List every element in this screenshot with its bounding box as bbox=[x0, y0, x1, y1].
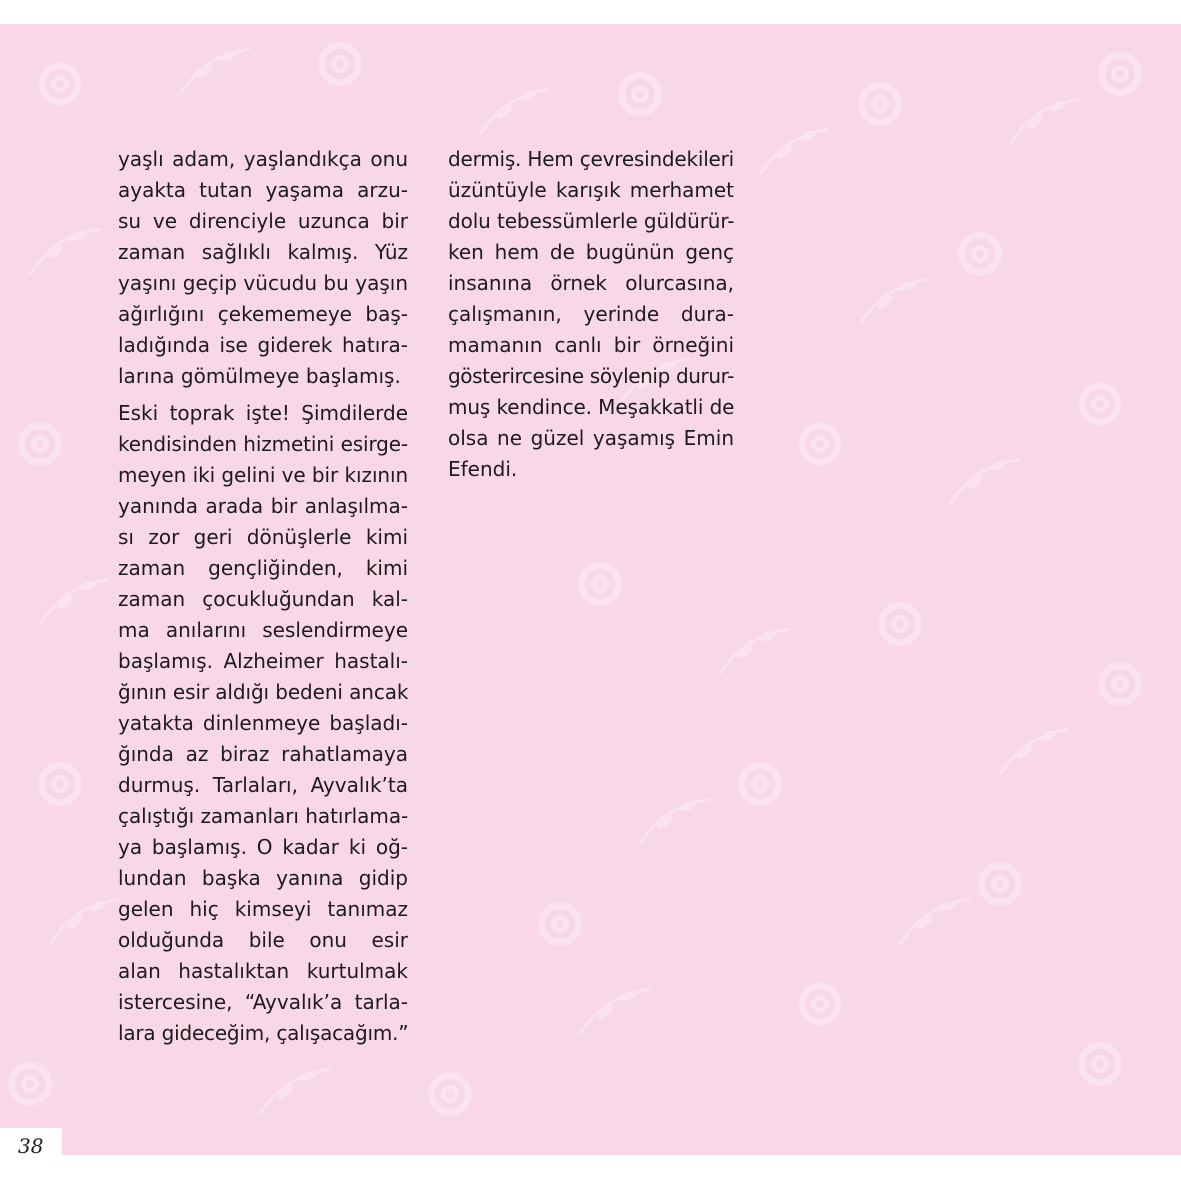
text-line: meyen iki gelini ve bir kızının bbox=[118, 463, 409, 487]
text-line: yatakta dinlenmeye başladı- bbox=[118, 711, 408, 735]
text-line: başlamış. Alzheimer hastalı- bbox=[118, 649, 408, 673]
text-line: Eski toprak işte! Şimdilerde bbox=[118, 401, 408, 425]
text-line: zaman çocukluğundan kal- bbox=[118, 587, 408, 611]
text-line: mamanın canlı bir örneğini bbox=[448, 333, 734, 357]
text-line: yaşını geçip vücudu bu yaşın bbox=[118, 271, 408, 295]
text-line: çalıştığı zamanları hatırlama- bbox=[118, 804, 409, 828]
text-line: lundan başka yanına gidip bbox=[118, 866, 408, 890]
text-line: su ve direnciyle uzunca bir bbox=[118, 209, 408, 233]
text-line: yanında arada bir anlaşılma- bbox=[118, 494, 408, 518]
left-text-column bbox=[118, 144, 408, 1049]
text-line: çalışmanın, yerinde dura- bbox=[448, 302, 734, 326]
text-line: dolu tebessümlerle güldürür- bbox=[448, 209, 735, 233]
text-line: olsa ne güzel yaşamış Emin bbox=[448, 426, 734, 450]
text-line: dermiş. Hem çevresindekileri bbox=[448, 147, 734, 171]
page bbox=[0, 24, 1181, 1155]
text-line: zaman gençliğinden, kimi bbox=[118, 556, 408, 580]
text-line: ğının esir aldığı bedeni ancak bbox=[118, 680, 409, 704]
text-line: gösterircesine söylenip durur- bbox=[448, 364, 734, 388]
text-line: kendisinden hizmetini esirge- bbox=[118, 432, 408, 456]
right-text-column bbox=[448, 144, 734, 485]
text-line: ma anılarını seslendirmeye bbox=[118, 618, 408, 642]
page-number: 38 bbox=[18, 1134, 44, 1158]
paragraph bbox=[118, 144, 408, 392]
text-line: ağırlığını çekememeye baş- bbox=[118, 302, 408, 326]
text-line: yaşlı adam, yaşlandıkça onu bbox=[118, 147, 408, 171]
paragraph bbox=[448, 144, 734, 485]
text-line: zaman sağlıklı kalmış. Yüz bbox=[118, 240, 408, 264]
text-line: muş kendince. Meşakkatli de bbox=[448, 395, 735, 419]
text-line: insanına örnek olurcasına, bbox=[448, 271, 734, 295]
text-line: ğında az biraz rahatlamaya bbox=[118, 742, 408, 766]
text-line: ladığında ise giderek hatıra- bbox=[118, 333, 408, 357]
text-line: durmuş. Tarlaları, Ayvalık’ta bbox=[118, 773, 408, 797]
text-line: ya başlamış. O kadar ki oğ- bbox=[118, 835, 408, 859]
text-line: ken hem de bugünün genç bbox=[448, 240, 734, 264]
paragraph bbox=[118, 398, 408, 1049]
text-line: Efendi. bbox=[448, 457, 518, 481]
text-line: lara gideceğim, çalışacağım.” bbox=[118, 1021, 409, 1045]
text-line: olduğunda bile onu esir bbox=[118, 928, 408, 952]
text-line: larına gömülmeye başlamış. bbox=[118, 364, 401, 388]
text-line: üzüntüyle karışık merhamet bbox=[448, 178, 734, 202]
text-line: gelen hiç kimseyi tanımaz bbox=[118, 897, 408, 921]
text-line: sı zor geri dönüşlerle kimi bbox=[118, 525, 408, 549]
text-line: istercesine, “Ayvalık’a tarla- bbox=[118, 990, 408, 1014]
text-line: alan hastalıktan kurtulmak bbox=[118, 959, 408, 983]
text-line: ayakta tutan yaşama arzu- bbox=[118, 178, 408, 202]
